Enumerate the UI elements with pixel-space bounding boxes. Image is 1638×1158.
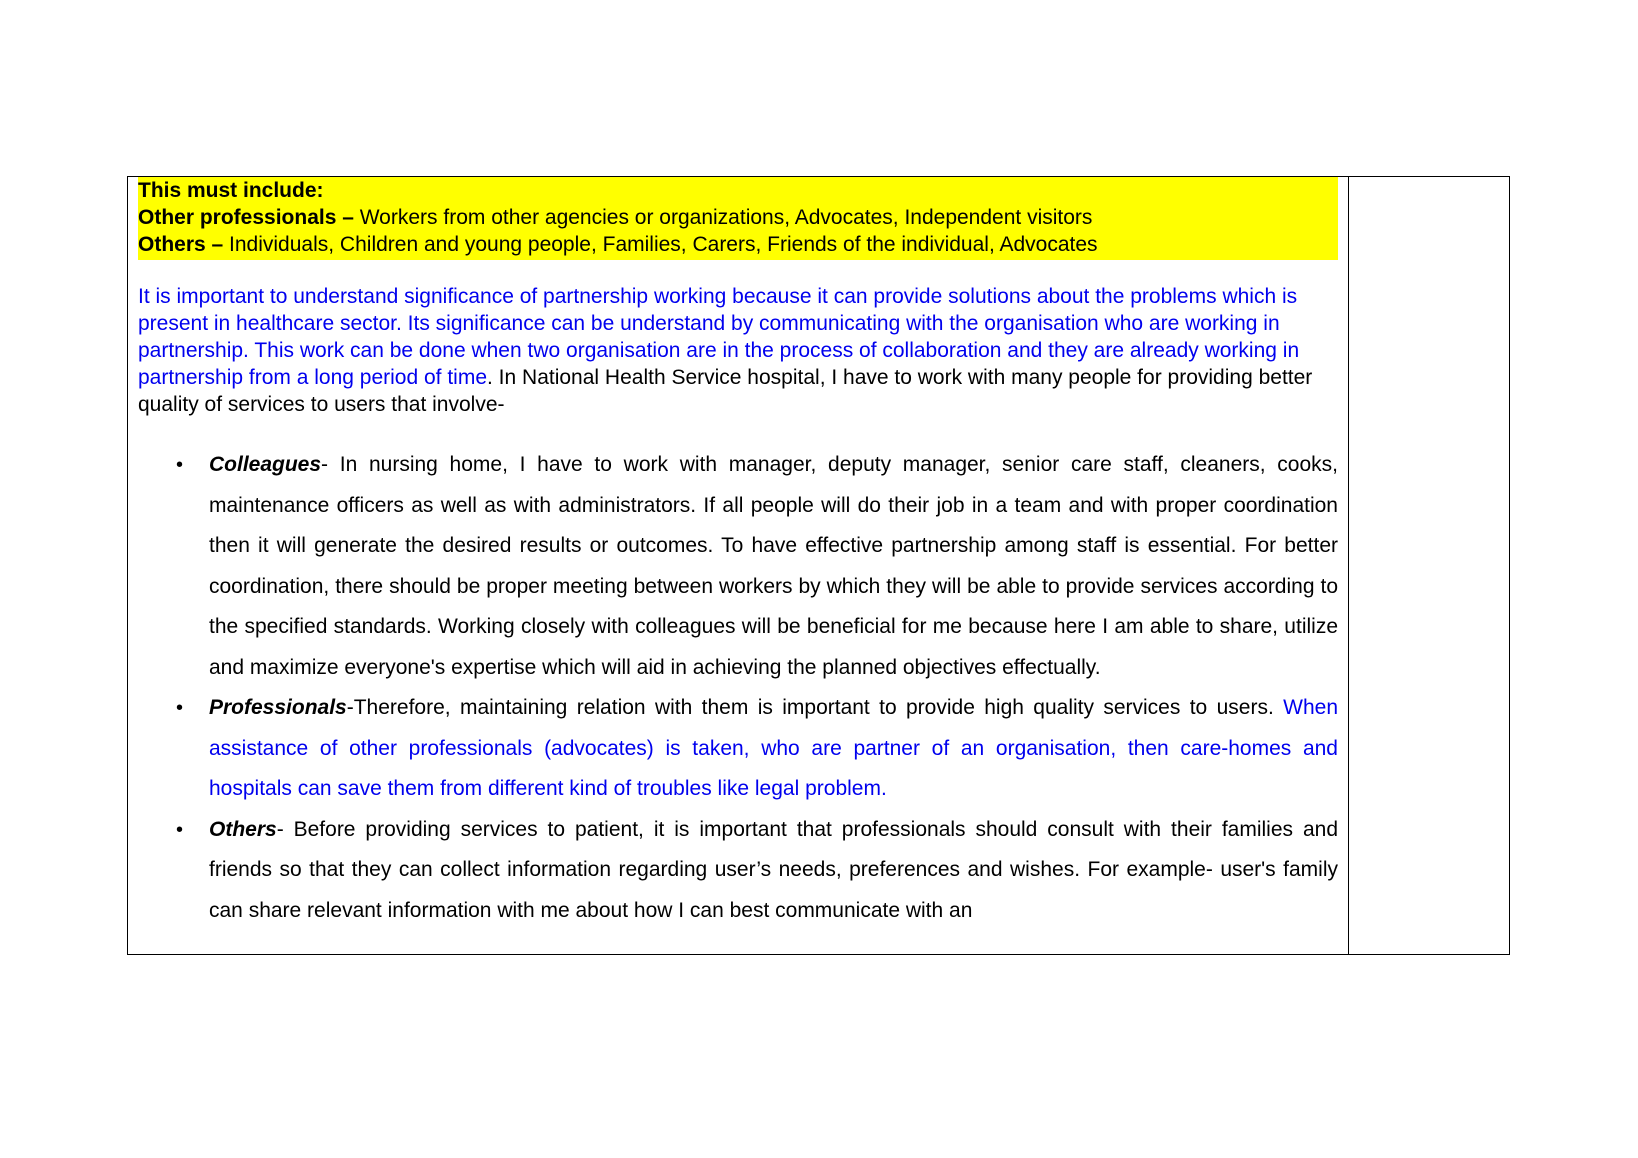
list-item (128, 688, 1338, 810)
requirement-row (138, 231, 1338, 258)
list-item-term: Others (209, 817, 277, 841)
list-item-term: Colleagues (209, 453, 322, 476)
empty-side-cell (1349, 177, 1509, 954)
list-item (128, 810, 1338, 932)
bullet-icon: • (176, 454, 184, 476)
requirement-text: Workers from other agencies or organizations, Advocates, Independent visitors (353, 206, 1093, 229)
intro-paragraph (138, 283, 1343, 418)
list-item-text: - In nursing home, I have to work with manager, deputy manager, senior care staff, cleaners, cooks, maintenance officers as well as with administrators. If all people will do their job in a team and with proper coordination then it will generate the desired results or outcomes. To have effective partnership among staff is essential. For better coordination, there should be proper meeting between workers by which they will be able to provide services according to the specified standards. Working closely with colleagues will be beneficial for me because here I am able to share, utilize and maximize everyone's expertise which will aid in achieving the planned objectives effectually. (209, 453, 1338, 679)
document-table (127, 176, 1510, 955)
answer-cell (128, 177, 1349, 954)
bullet-list (128, 445, 1338, 931)
requirements-title: This must include: (138, 179, 324, 202)
list-item (128, 445, 1338, 688)
bullet-icon: • (176, 818, 184, 841)
requirement-label: Other professionals – (138, 206, 354, 229)
requirement-text: Individuals, Children and young people, Families, Carers, Friends of the individual, Advocates (223, 233, 1098, 256)
requirement-label: Others – (138, 233, 224, 256)
list-item-text: -Therefore, maintaining relation with them is important to provide high quality services to users. (346, 696, 1284, 719)
list-item-term: Professionals (209, 696, 347, 719)
requirement-row (138, 204, 1338, 231)
list-item-text: - Before providing services to patient, it is important that professionals should consult with their families and friends so that they can collect information regarding user’s needs, preferences and wishes. For example- user's family can share relevant information with me about how I can best communicate with an (209, 817, 1338, 922)
intro-text: . In National Health Service hospital, I have to work with many people for providing better quality of services to users that involve- (138, 366, 1313, 416)
intro-blue-text: It is important to understand significance of partnership working because it can provide solutions about the problems which is present in healthcare sector. Its significance can be understand by communicating with the organisation who are working in partnership. This work can be done when two organisation are in the process of collaboration and they are already working in partnership from a long period of time (138, 285, 1300, 389)
bullet-icon: • (176, 697, 184, 719)
requirements-box (138, 177, 1338, 260)
list-item-blue-text: When assistance of other professionals (advocates) is taken, who are partner of an organisation, then care-homes and hospitals can save them from different kind of troubles like legal problem. (209, 696, 1338, 800)
